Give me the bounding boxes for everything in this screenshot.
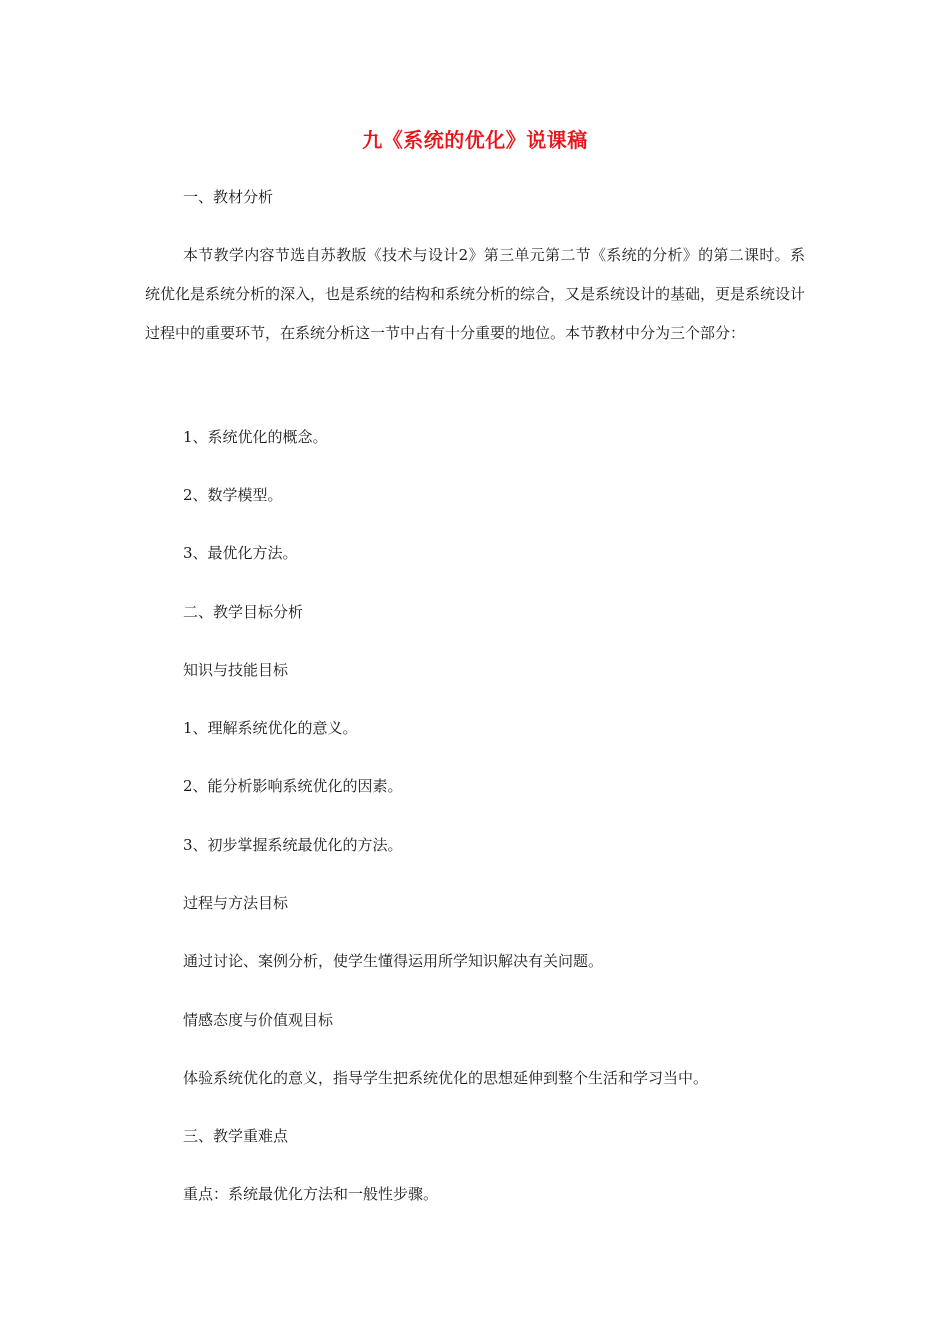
list-item: 3、初步掌握系统最优化的方法。 bbox=[183, 836, 403, 854]
section2-heading: 二、教学目标分析 bbox=[183, 603, 304, 621]
list-item: 1、系统优化的概念。 bbox=[183, 428, 328, 446]
process-text: 通过讨论、案例分析，使学生懂得运用所学知识解决有关问题。 bbox=[183, 952, 604, 970]
list-item: 1、理解系统优化的意义。 bbox=[183, 719, 358, 737]
emotion-heading: 情感态度与价值观目标 bbox=[183, 1011, 334, 1029]
list-item: 2、数学模型。 bbox=[183, 486, 283, 504]
emotion-text: 体验系统优化的意义，指导学生把系统优化的思想延伸到整个生活和学习当中。 bbox=[183, 1069, 709, 1087]
list-item: 2、能分析影响系统优化的因素。 bbox=[183, 777, 403, 795]
list-item: 3、最优化方法。 bbox=[183, 544, 298, 562]
knowledge-heading: 知识与技能目标 bbox=[183, 661, 289, 679]
section3-heading: 三、教学重难点 bbox=[183, 1127, 289, 1145]
section1-heading: 一、教材分析 bbox=[183, 188, 274, 206]
document-title: 九《系统的优化》说课稿 bbox=[362, 128, 588, 152]
section1-paragraph: 本节教学内容节选自苏教版《技术与设计2》第三单元第二节《系统的分析》的第二课时。系统优化是系统分析的深入，也是系统的结构和系统分析的综合，又是系统设计的基础，更是系统设计过程中的重要环节，在系统分析这一节中占有十分重要的地位。本节教材中分为三个部分： bbox=[145, 246, 806, 342]
key-point: 重点：系统最优化方法和一般性步骤。 bbox=[183, 1185, 439, 1203]
process-heading: 过程与方法目标 bbox=[183, 894, 289, 912]
